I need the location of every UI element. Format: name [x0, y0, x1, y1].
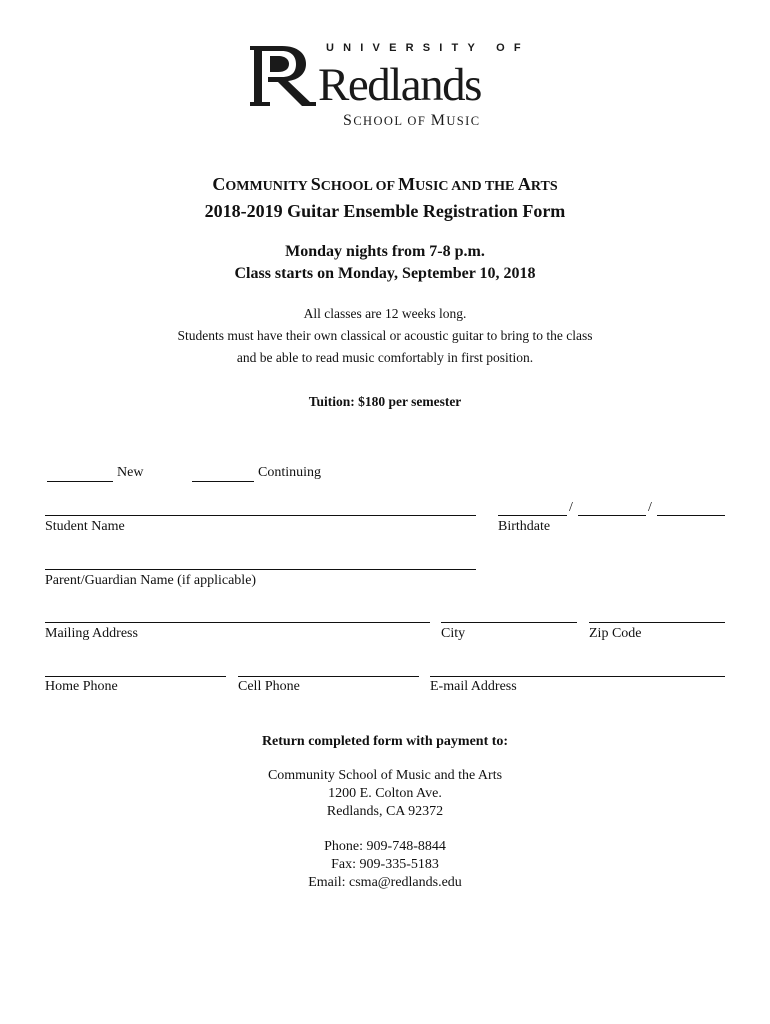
contact-phone: Phone: 909-748-8844: [324, 839, 446, 854]
birthdate-separator: /: [569, 500, 573, 515]
return-address-line3: Redlands, CA 92372: [326, 804, 444, 819]
university-logo: [248, 42, 528, 134]
email-field[interactable]: [430, 676, 725, 677]
return-address-line1: Community School of Music and the Arts: [267, 768, 503, 783]
return-heading: Return completed form with payment to:: [261, 734, 509, 749]
mailing-address-label: Mailing Address: [45, 626, 138, 641]
contact-fax: Fax: 909-335-5183: [331, 857, 439, 872]
contact-email[interactable]: Email: csma@redlands.edu: [308, 875, 462, 890]
birthdate-day-field[interactable]: [578, 515, 646, 516]
birthdate-separator: /: [648, 500, 652, 515]
city-label: City: [441, 626, 466, 641]
student-name-label: Student Name: [45, 519, 125, 534]
cell-phone-field[interactable]: [238, 676, 419, 677]
form-subtitle: 2018-2019 Guitar Ensemble Registration Form: [204, 201, 566, 221]
schedule-days: Monday nights from 7-8 p.m.: [285, 243, 485, 260]
parent-name-field[interactable]: [45, 569, 476, 570]
new-blank[interactable]: [47, 481, 113, 482]
email-label: E-mail Address: [430, 679, 517, 694]
zip-code-field[interactable]: [589, 622, 725, 623]
tuition-text: Tuition: $180 per semester: [308, 394, 462, 409]
city-field[interactable]: [441, 622, 577, 623]
zip-code-label: Zip Code: [589, 626, 642, 641]
form-title: COMMUNITY SCHOOL OF MUSIC AND THE ARTS: [212, 174, 558, 194]
continuing-label: Continuing: [258, 465, 322, 480]
class-length-info: All classes are 12 weeks long.: [303, 306, 467, 321]
birthdate-label: Birthdate: [498, 519, 551, 534]
reading-requirement-info: and be able to read music comfortably in first position.: [236, 350, 534, 365]
cell-phone-label: Cell Phone: [238, 679, 300, 694]
student-name-field[interactable]: [45, 515, 476, 516]
university-of-text: UNIVERSITY OF: [326, 42, 530, 54]
guitar-requirement-info: Students must have their own classical or acoustic guitar to bring to the class: [177, 328, 593, 343]
mailing-address-field[interactable]: [45, 622, 430, 623]
parent-name-label: Parent/Guardian Name (if applicable): [45, 573, 257, 588]
birthdate-year-field[interactable]: [657, 515, 725, 516]
birthdate-month-field[interactable]: [498, 515, 567, 516]
schedule-start: Class starts on Monday, September 10, 2018: [234, 265, 536, 282]
continuing-blank[interactable]: [192, 481, 254, 482]
redlands-wordmark: Redlands: [318, 59, 481, 111]
redlands-r-logo-icon: [248, 44, 318, 108]
school-of-music-text: SCHOOL OF MUSIC: [343, 112, 481, 129]
new-label: New: [117, 465, 144, 480]
home-phone-label: Home Phone: [45, 679, 118, 694]
return-address-line2: 1200 E. Colton Ave.: [328, 786, 442, 801]
home-phone-field[interactable]: [45, 676, 226, 677]
